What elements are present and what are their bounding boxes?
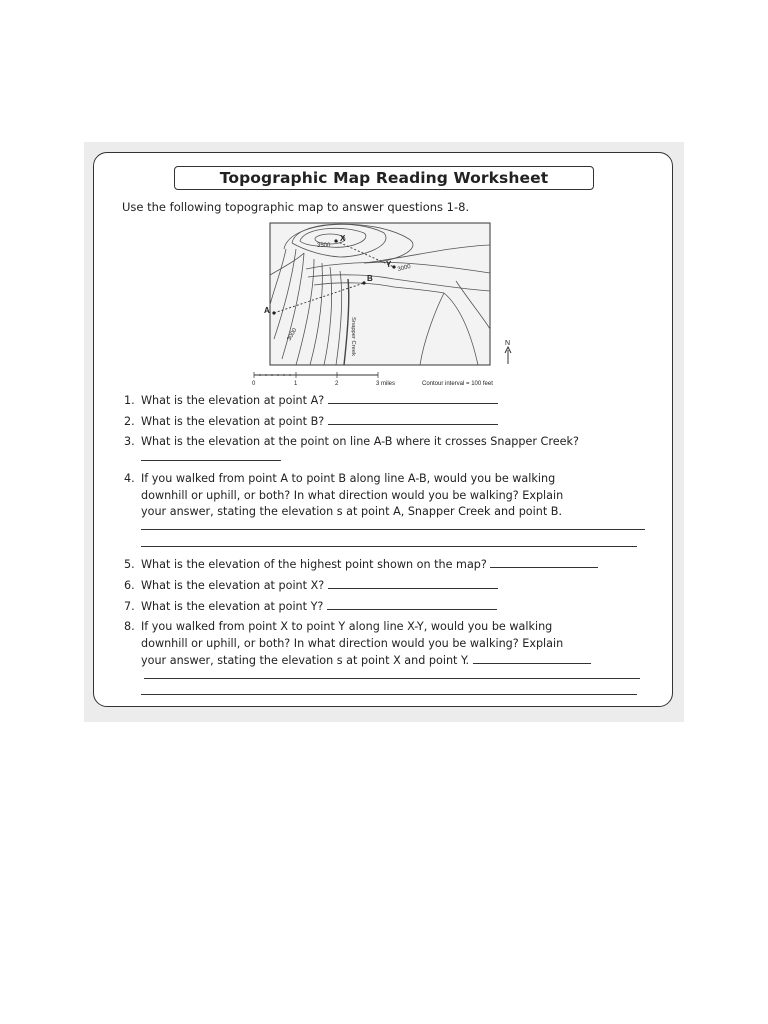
- scale-tick-1: 1: [294, 381, 298, 387]
- intro-text: Use the following topographic map to answer questions 1-8.: [122, 200, 470, 214]
- question-3: [124, 434, 579, 451]
- map-frame: [270, 223, 490, 365]
- point-y-marker: [392, 265, 395, 268]
- question-7: [124, 598, 497, 616]
- question-text: your answer, stating the elevation s at point X and point Y.: [141, 654, 470, 667]
- scale-tick-3: 3 miles: [376, 381, 396, 387]
- question-text: your answer, stating the elevation s at point A, Snapper Creek and point B.: [141, 505, 563, 518]
- scale-tick-2: 2: [335, 381, 339, 387]
- question-2: [124, 413, 498, 431]
- question-number: 4.: [124, 472, 135, 485]
- answer-line[interactable]: [141, 529, 645, 530]
- north-label: N: [505, 340, 511, 347]
- question-4: [124, 471, 563, 521]
- answer-blank[interactable]: [473, 652, 591, 664]
- question-text: What is the elevation of the highest point shown on the map?: [141, 558, 487, 571]
- map-label-a: A: [264, 306, 270, 315]
- question-number: 6.: [124, 579, 135, 592]
- question-text: If you walked from point A to point B along line A-B, would you be walking: [141, 472, 556, 485]
- answer-blank[interactable]: [327, 598, 497, 610]
- contour-label-3000: 3000: [397, 263, 412, 273]
- page-title: Topographic Map Reading Worksheet: [219, 169, 549, 187]
- point-x-marker: [334, 239, 337, 242]
- map-label-y: Y: [386, 260, 392, 269]
- question-text: downhill or uphill, or both? In what direction would you be walking? Explain: [141, 636, 564, 650]
- question-5: [124, 556, 598, 574]
- title-box: [174, 166, 594, 190]
- answer-blank[interactable]: [490, 556, 598, 568]
- topographic-map: [244, 219, 519, 391]
- question-number: 5.: [124, 558, 135, 571]
- worksheet-card: [93, 152, 673, 707]
- map-label-x: X: [340, 234, 346, 243]
- question-text: If you walked from point X to point Y along line X-Y, would you be walking: [141, 620, 553, 633]
- contour-interval-note: Contour interval = 100 feet: [422, 381, 493, 387]
- point-b-marker: [362, 281, 365, 284]
- creek-label: Snapper Creek: [350, 317, 356, 356]
- question-text: What is the elevation at point A?: [141, 394, 325, 407]
- answer-line[interactable]: [144, 678, 640, 679]
- contour-label-3000-west: 3000: [286, 327, 299, 342]
- answer-blank[interactable]: [328, 577, 498, 589]
- question-8: [124, 619, 591, 670]
- answer-blank[interactable]: [328, 392, 498, 404]
- question-number: 1.: [124, 394, 135, 407]
- answer-blank[interactable]: [328, 413, 498, 425]
- question-1: [124, 392, 498, 410]
- question-number: 8.: [124, 620, 135, 633]
- scale-tick-0: 0: [252, 381, 256, 387]
- answer-line[interactable]: [141, 460, 281, 461]
- point-a-marker: [272, 311, 275, 314]
- question-6: [124, 577, 498, 595]
- question-text: What is the elevation at the point on line A-B where it crosses Snapper Creek?: [141, 435, 579, 448]
- question-text: What is the elevation at point B?: [141, 415, 325, 428]
- question-text: What is the elevation at point X?: [141, 579, 325, 592]
- question-text: downhill or uphill, or both? In what direction would you be walking? Explain: [141, 488, 564, 502]
- question-number: 3.: [124, 435, 135, 448]
- question-text: What is the elevation at point Y?: [141, 600, 324, 613]
- answer-line[interactable]: [141, 546, 637, 547]
- contour-label-3500: 3500: [317, 243, 331, 249]
- answer-line[interactable]: [141, 694, 637, 695]
- question-number: 2.: [124, 415, 135, 428]
- question-number: 7.: [124, 600, 135, 613]
- map-label-b: B: [367, 274, 373, 283]
